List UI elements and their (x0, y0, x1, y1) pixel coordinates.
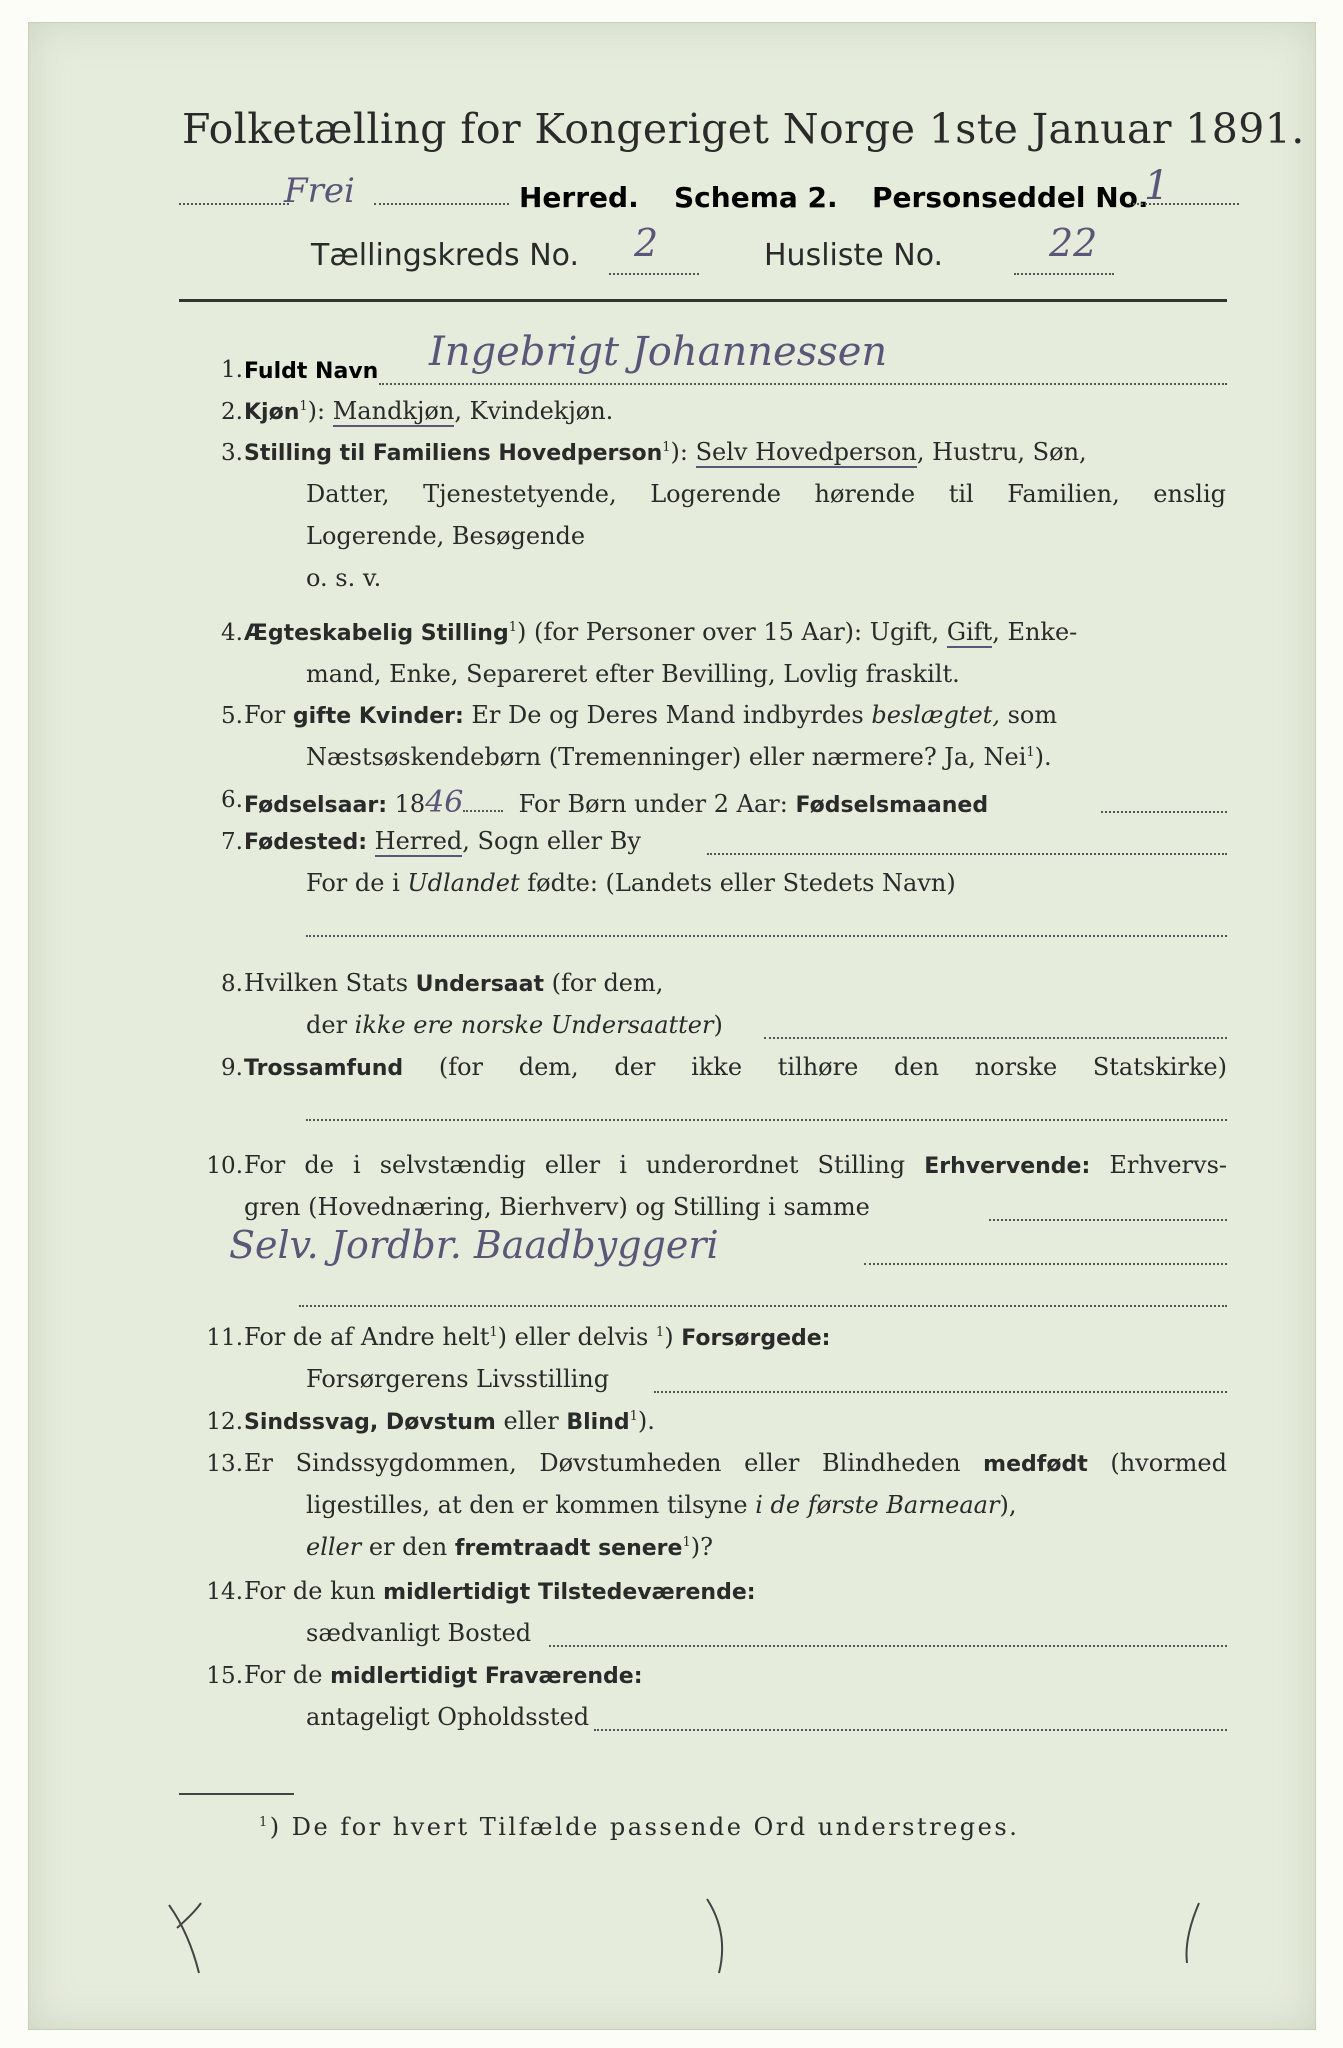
footnote-text: ) De for hvert Tilfælde passende Ord understreges. (269, 1813, 1020, 1841)
item-text: ): (670, 438, 696, 466)
item-text: Næstsøskendebørn (Tremenninger) eller nærmere? Ja, Nei (306, 743, 1027, 771)
item-text: ) (664, 1323, 682, 1351)
header-rule (179, 299, 1227, 302)
item-text: ) (713, 1011, 723, 1039)
item-text: )? (690, 1533, 713, 1561)
item-number: 14. (206, 1579, 243, 1605)
selected-option: Selv Hovedperson (695, 438, 917, 466)
item-13-line-3 (306, 1533, 713, 1561)
trossamfund-label: Trossamfund (244, 1056, 404, 1081)
census-form (28, 22, 1316, 2030)
item-text: For de af Andre helt (244, 1323, 490, 1351)
herred-label: Herred. (519, 181, 639, 214)
footnote-mark: 1 (508, 620, 518, 635)
item-10-line-1 (244, 1151, 1227, 1179)
item-text: Hvilken Stats (244, 969, 416, 997)
item-9-line (244, 1053, 1227, 1081)
fodested-label: Fødested: (244, 830, 367, 855)
personseddel-value: 1 (1144, 163, 1170, 209)
item-text: For de i selvstændig eller i underordnet Stilling (244, 1151, 925, 1179)
name-value: Ingebrigt Johannessen (429, 329, 888, 375)
item-number: 1. (221, 357, 243, 383)
item-number: 5. (221, 703, 243, 729)
item-8-line-2 (306, 1011, 723, 1039)
schema-label: Schema 2. (674, 181, 838, 214)
forsorger-dotline (654, 1391, 1227, 1393)
pen-marks (139, 1893, 1239, 1983)
birth-year-value: 46 (425, 785, 464, 820)
item-text: som (999, 701, 1058, 729)
item-text: beslægtet, (871, 701, 1000, 729)
selected-option: Mandkjøn (332, 397, 455, 425)
udland-dotline (306, 935, 1227, 937)
item-number: 3. (221, 440, 243, 466)
item-number: 6. (221, 787, 243, 813)
item-11-line-2: Forsørgerens Livsstilling (306, 1365, 610, 1393)
erhvervende-label: Erhvervende: (924, 1154, 1091, 1179)
item-number: 9. (221, 1055, 243, 1081)
herred-value: Frei (284, 171, 355, 211)
footnote-mark: 1 (299, 399, 308, 414)
item-text: , Sogn eller By (462, 827, 641, 855)
item-6-line (244, 785, 988, 820)
erhverv-dotline-3 (299, 1305, 1227, 1307)
item-number: 13. (206, 1451, 243, 1477)
pen-stroke (177, 1903, 201, 1928)
opholdssted-dotline (594, 1729, 1227, 1731)
tilstede-label: midlertidigt Tilstedeværende: (383, 1580, 756, 1605)
item-number: 12. (206, 1409, 243, 1435)
fodested-dotline (707, 853, 1227, 855)
item-14-line-1 (244, 1577, 756, 1605)
pen-stroke (707, 1899, 722, 1973)
item-4-line-2: mand, Enke, Separeret efter Bevilling, Lovlig fraskilt. (306, 660, 960, 688)
pen-stroke (169, 1905, 199, 1973)
pen-stroke (1187, 1903, 1200, 1963)
item-text: der (306, 1011, 355, 1039)
footnote-mark: 1 (489, 1325, 498, 1340)
kjon-label: Kjøn (244, 400, 300, 425)
item-5-line-2 (306, 743, 1052, 771)
fodselsmaaned-label: Fødselsmaaned (795, 793, 989, 818)
item-text: , Hustru, Søn, (916, 438, 1087, 466)
item-text: i de første Barneaar (755, 1491, 1000, 1519)
husliste-label: Husliste No. (764, 238, 944, 273)
personseddel-label: Personseddel No. (872, 181, 1149, 214)
bosted-dotline (549, 1645, 1227, 1647)
year-dotline (463, 810, 503, 812)
undersaat-dotline (764, 1037, 1227, 1039)
item-3-line-1 (244, 438, 1087, 466)
year-prefix: 18 (394, 790, 426, 818)
item-15-line-1 (244, 1661, 643, 1689)
item-text: For de kun (244, 1577, 384, 1605)
item-text: For de i (306, 869, 408, 897)
item-text: ikke ere norske Undersaatter (354, 1011, 714, 1039)
form-title: Folketælling for Kongeriget Norge 1ste Januar 1891. (182, 105, 1305, 153)
item-text: For (244, 701, 293, 729)
fodselsaar-label: Fødselsaar: (244, 793, 387, 818)
item-text: eller (306, 1533, 362, 1561)
item-text: (hvormed (1087, 1449, 1227, 1477)
sindssvag-label: Sindssvag, Døvstum (244, 1410, 496, 1435)
item-11-line-1 (244, 1323, 830, 1351)
item-number: 8. (221, 971, 243, 997)
item-13-line-2 (306, 1491, 1016, 1519)
item-text: (for dem, der ikke tilhøre den norske Statskirke) (403, 1053, 1227, 1081)
item-number: 10. (206, 1153, 243, 1179)
trossamfund-dotline (306, 1119, 1227, 1121)
item-text: ). (637, 1407, 655, 1435)
item-text: Erhvervs- (1090, 1151, 1227, 1179)
item-text: Er Sindssygdommen, Døvstumheden eller Blindheden (244, 1449, 984, 1477)
item-number: 15. (206, 1663, 243, 1689)
erhverv-dotline-1 (989, 1219, 1227, 1221)
footnote-mark: 1 (662, 440, 671, 455)
footnote (259, 1813, 1019, 1841)
item-15-line-2: antageligt Opholdssted (306, 1703, 590, 1731)
fuldt-navn-label: Fuldt Navn (244, 359, 379, 384)
item-number: 11. (206, 1325, 243, 1351)
item-text: (for dem, (544, 969, 664, 997)
item-14-line-2: sædvanligt Bosted (306, 1619, 532, 1647)
item-5-line-1 (244, 701, 1057, 729)
item-12-line (244, 1407, 655, 1435)
husliste-value: 22 (1049, 221, 1098, 265)
item-text: Udlandet (407, 869, 520, 897)
herred-dotline-a (179, 203, 289, 205)
item-text: For de (244, 1661, 331, 1689)
undersaat-label: Undersaat (415, 972, 545, 997)
footnote-mark: 1 (259, 1815, 270, 1830)
fravaerende-label: midlertidigt Fraværende: (330, 1664, 643, 1689)
item-3-line-4: o. s. v. (306, 564, 382, 592)
item-4-line-1 (244, 618, 1077, 646)
item-7-line-1 (244, 827, 641, 855)
item-text: , Kvindekjøn. (454, 397, 614, 425)
item-text: ) (for Personer over 15 Aar): Ugift, (517, 618, 947, 646)
item-3-line-2: Datter, Tjenestetyende, Logerende hørende til Familien, enslig (306, 480, 1226, 508)
item-10-line-2: gren (Hovednæring, Bierhverv) og Stilling i samme (244, 1193, 870, 1221)
item-text: ). (1034, 743, 1052, 771)
item-8-line-1 (244, 969, 663, 997)
footnote-mark: 1 (682, 1535, 691, 1550)
item-text: ligestilles, at den er kommen tilsyne (306, 1491, 756, 1519)
item-text: , Enke- (992, 618, 1078, 646)
kreds-dotline (609, 273, 699, 275)
personseddel-dotline (1129, 203, 1239, 205)
item-text: eller (495, 1407, 567, 1435)
name-dotline (379, 383, 1227, 385)
item-2-text (244, 397, 613, 425)
kreds-value: 2 (634, 221, 659, 265)
selected-option: Herred (374, 827, 463, 855)
item-number: 2. (221, 399, 243, 425)
forsorgede-label: Forsørgede: (681, 1326, 831, 1351)
husliste-dotline (1014, 273, 1114, 275)
herred-dotline-b (374, 203, 509, 205)
footnote-mark: 1 (629, 1409, 638, 1424)
kreds-label: Tællingskreds No. (311, 238, 579, 273)
item-3-line-3: Logerende, Besøgende (306, 522, 586, 550)
item-7-line-2 (306, 869, 956, 897)
footnote-mark: 1 (1026, 745, 1035, 760)
item-number: 4. (221, 620, 243, 646)
gifte-kvinder-label: gifte Kvinder: (292, 704, 464, 729)
item-text: ): (307, 397, 333, 425)
item-text: For Børn under 2 Aar: (518, 790, 796, 818)
item-text: ), (999, 1491, 1017, 1519)
footnote-mark: 1 (655, 1325, 665, 1340)
item-text: ) eller delvis (497, 1323, 656, 1351)
blind-label: Blind (566, 1410, 630, 1435)
stilling-label: Stilling til Familiens Hovedperson (244, 441, 663, 466)
occupation-value: Selv. Jordbr. Baadbyggeri (229, 1223, 719, 1267)
selected-option: Gift (946, 618, 993, 646)
medfodt-label: medfødt (983, 1452, 1088, 1477)
erhverv-dotline-2 (864, 1263, 1227, 1265)
footnote-rule (179, 1793, 294, 1795)
fremtraadt-label: fremtraadt senere (454, 1536, 683, 1561)
maaned-dotline (1101, 811, 1227, 813)
item-text: fødte: (Landets eller Stedets Navn) (519, 869, 956, 897)
item-text: er den (361, 1533, 455, 1561)
item-number: 7. (221, 829, 243, 855)
item-13-line-1 (244, 1449, 1227, 1477)
item-text: Er De og Deres Mand indbyrdes (463, 701, 872, 729)
aegteskab-label: Ægteskabelig Stilling (244, 621, 509, 646)
